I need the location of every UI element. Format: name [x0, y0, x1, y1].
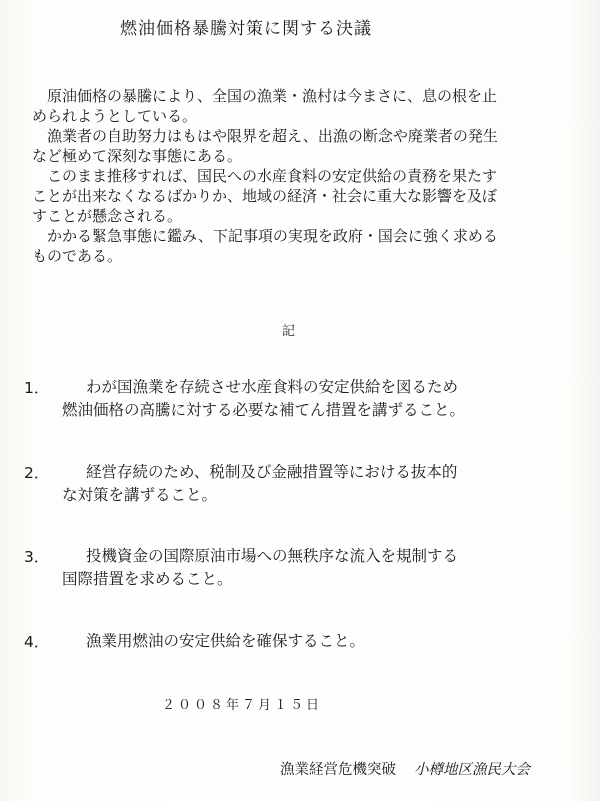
signature — [280, 758, 530, 779]
preamble-line: 原油価格の暴騰により、全国の漁業・漁村は今まさに、息の根を止 — [32, 87, 498, 105]
preamble-line: 漁業者の自助努力はもはや限界を超え、出漁の断念や廃業者の発生 — [32, 127, 498, 145]
preamble-line: ものである。 — [32, 247, 123, 265]
item-line: 経営存続のため、税制及び金融措置等における抜本的 — [86, 463, 458, 481]
preamble-line: ことが出来なくなるばかりか、地域の経済・社会に重大な影響を及ぼ — [32, 187, 498, 205]
preamble — [32, 86, 572, 266]
item-number: 3． — [24, 548, 50, 566]
item-line: 投機資金の国際原油市場への無秩序な流入を規制する — [86, 547, 459, 565]
preamble-line: かかる緊急事態に鑑み、下記事項の実現を政府・国会に強く求める — [32, 227, 498, 245]
item-line: 国際措置を求めること。 — [62, 570, 233, 588]
signature-organization: 小樽地区漁民大会 — [414, 762, 530, 778]
document-title: 燃油価格暴騰対策に関する決議 — [120, 19, 372, 39]
resolution-item-1 — [24, 376, 584, 422]
item-line: 漁業用燃油の安定供給を確保すること。 — [86, 632, 366, 650]
signature-slogan: 漁業経営危機突破 — [280, 762, 396, 778]
item-line: な対策を講ずること。 — [62, 486, 218, 504]
preamble-line: すことが懸念される。 — [32, 207, 183, 225]
item-line: 燃油価格の高騰に対する必要な補てん措置を講ずること。 — [62, 401, 466, 419]
resolution-item-2 — [24, 461, 584, 507]
item-line: わが国漁業を存続させ水産食料の安定供給を図るため — [86, 378, 459, 396]
item-number: 4． — [24, 633, 50, 651]
preamble-line: など極めて深刻な事態にある。 — [32, 147, 243, 165]
resolution-date: ２００８年７月１５日 — [162, 698, 323, 713]
preamble-line: このまま推移すれば、国民への水産食料の安定供給の責務を果たす — [32, 167, 498, 185]
resolution-item-3 — [24, 545, 584, 591]
item-number: 1． — [24, 379, 50, 397]
resolution-item-4 — [24, 630, 584, 653]
ki-heading: 記 — [282, 324, 296, 339]
preamble-line: められようとしている。 — [32, 107, 198, 125]
item-number: 2． — [24, 464, 50, 482]
